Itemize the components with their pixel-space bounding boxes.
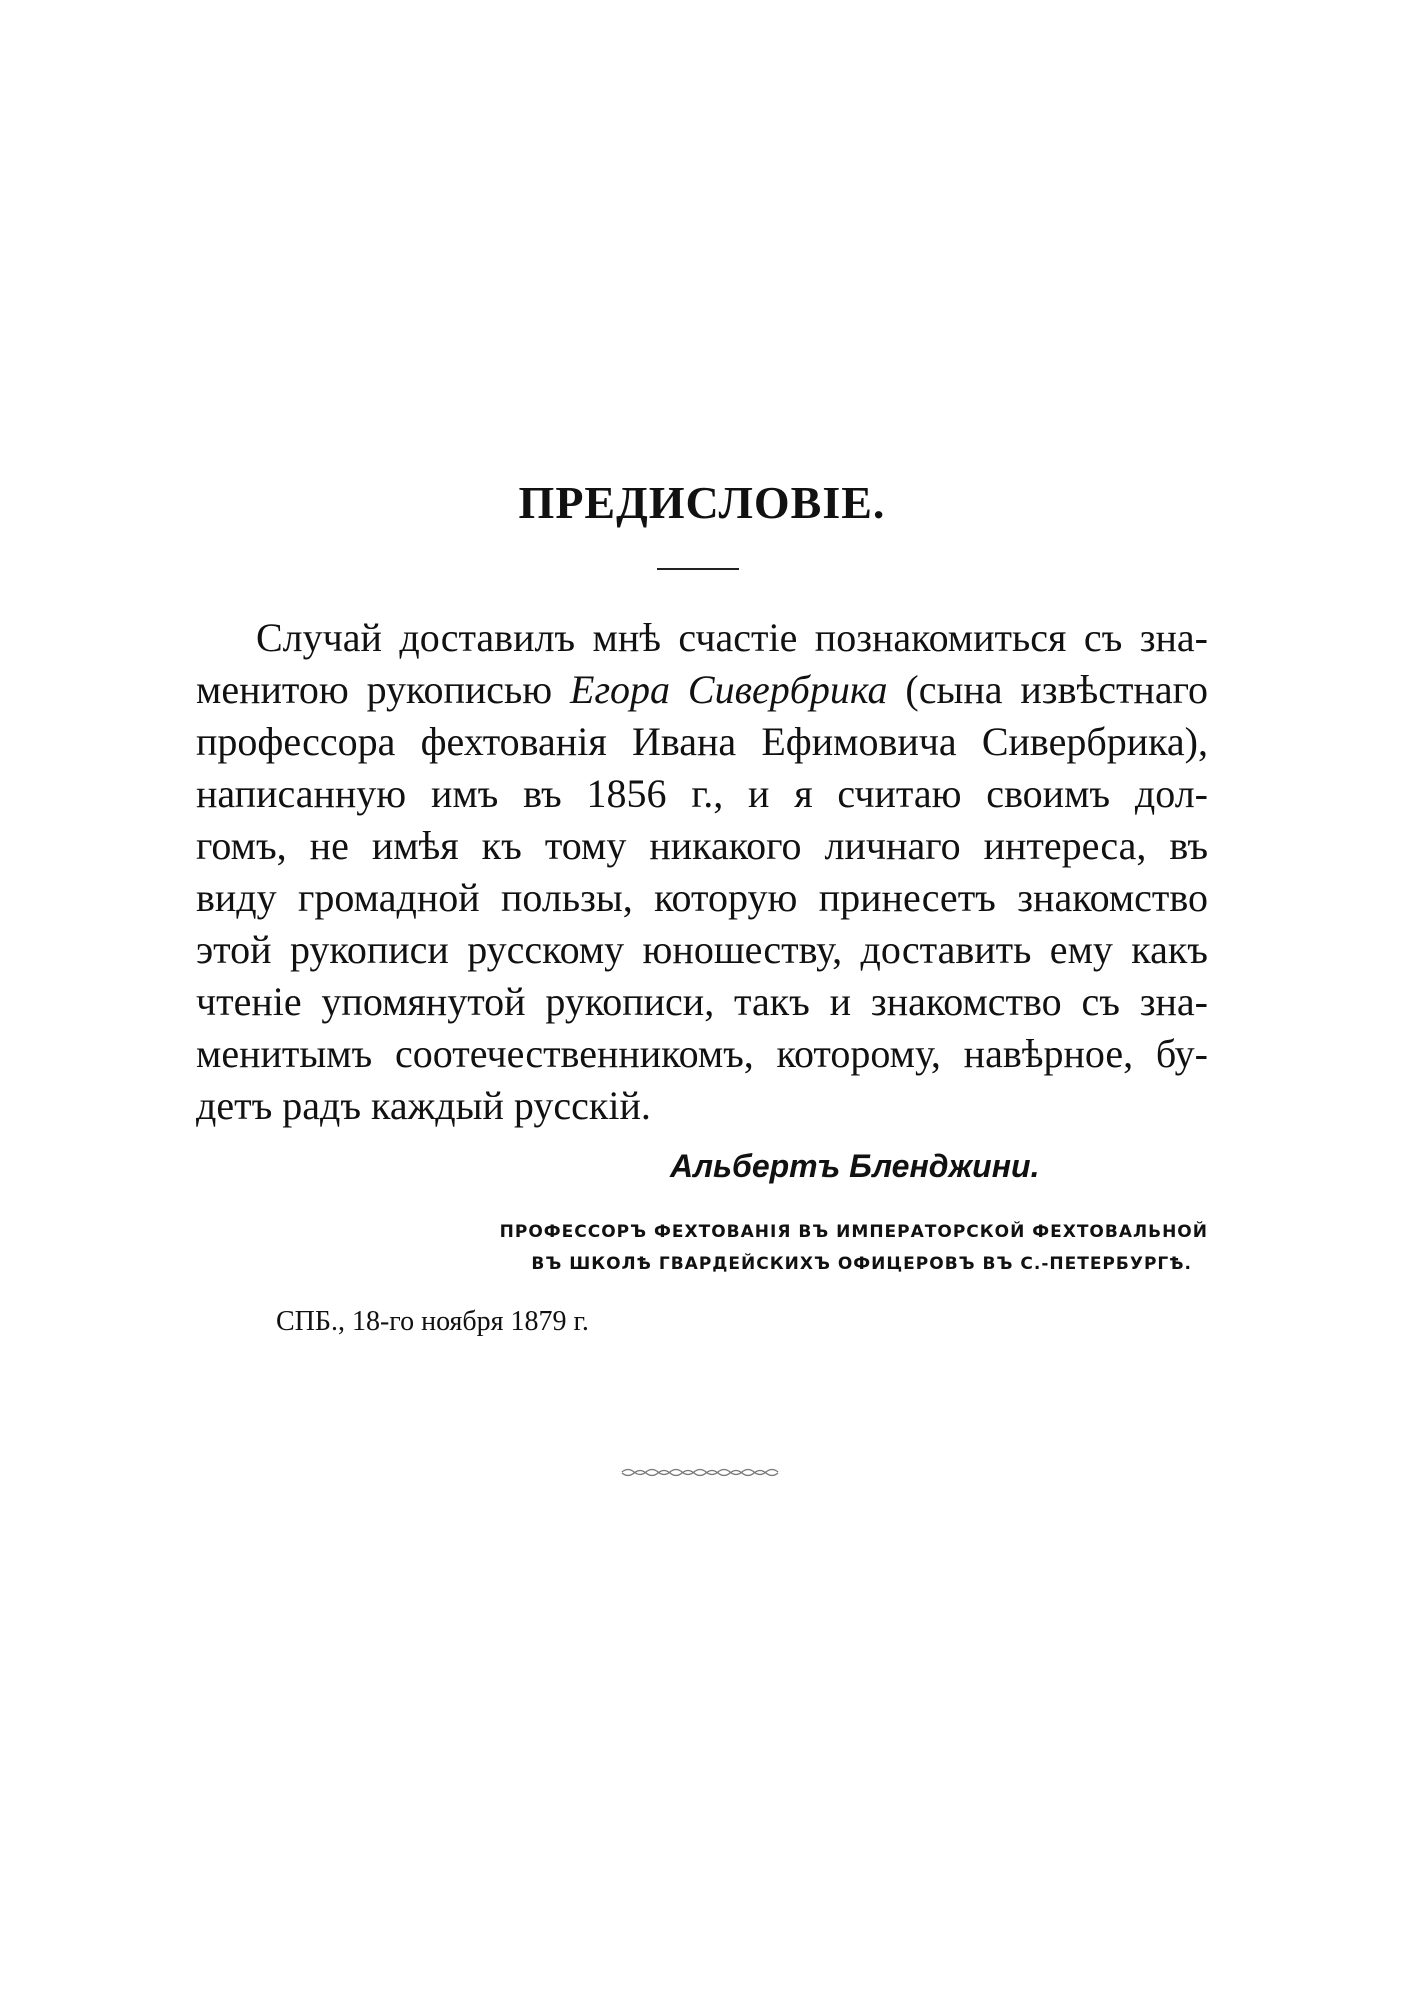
paragraph-line-1: Случай доставилъ мнѣ счастіе познакомиться съ зна- bbox=[256, 615, 1208, 660]
paragraph-line-7: этой рукописи русскому юношеству, доставить ему какъ bbox=[196, 927, 1208, 972]
paragraph-line-9: менитымъ соотечественникомъ, которому, навѣрное, бу- bbox=[196, 1031, 1208, 1076]
ornament-divider bbox=[620, 1464, 782, 1480]
date-line: СПБ., 18-го ноября 1879 г. bbox=[276, 1306, 589, 1337]
paragraph-line-10: детъ радъ каждый русскій. bbox=[196, 1083, 651, 1128]
title-divider bbox=[657, 568, 739, 570]
paragraph-line-8: чтеніе упомянутой рукописи, такъ и знакомство съ зна- bbox=[196, 979, 1208, 1024]
paragraph-line-2-end: (сына извѣстнаго bbox=[887, 667, 1208, 712]
manuscript-author-name: Егора Сивербрика bbox=[570, 667, 888, 712]
paragraph-line-4: написанную имъ въ 1856 г., и я считаю своимъ дол- bbox=[196, 771, 1208, 816]
paragraph-line-2 bbox=[196, 666, 1208, 714]
paragraph-line-5: гомъ, не имѣя къ тому никакого личнаго интереса, въ bbox=[196, 823, 1208, 868]
page-title: ПРЕДИСЛОВІЕ. bbox=[518, 477, 886, 528]
author-credential-line-1: ПРОФЕССОРЪ ФЕХТОВАНІЯ ВЪ ИМПЕРАТОРСКОЙ ФЕХТОВАЛЬНОЙ bbox=[499, 1222, 1208, 1242]
author-signature: Альбертъ Бленджини. bbox=[670, 1148, 1040, 1184]
paragraph-line-6: виду громадной пользы, которую принесетъ знакомство bbox=[196, 875, 1208, 920]
author-credential-line-2: ВЪ ШКОЛѢ ГВАРДЕЙСКИХЪ ОФИЦЕРОВЪ ВЪ С.-ПЕТЕРБУРГѢ. bbox=[531, 1254, 1192, 1274]
paragraph-line-3: профессора фехтованія Ивана Ефимовича Сивербрика), bbox=[196, 719, 1208, 764]
paragraph-line-2-start: менитою рукописью bbox=[196, 667, 571, 712]
